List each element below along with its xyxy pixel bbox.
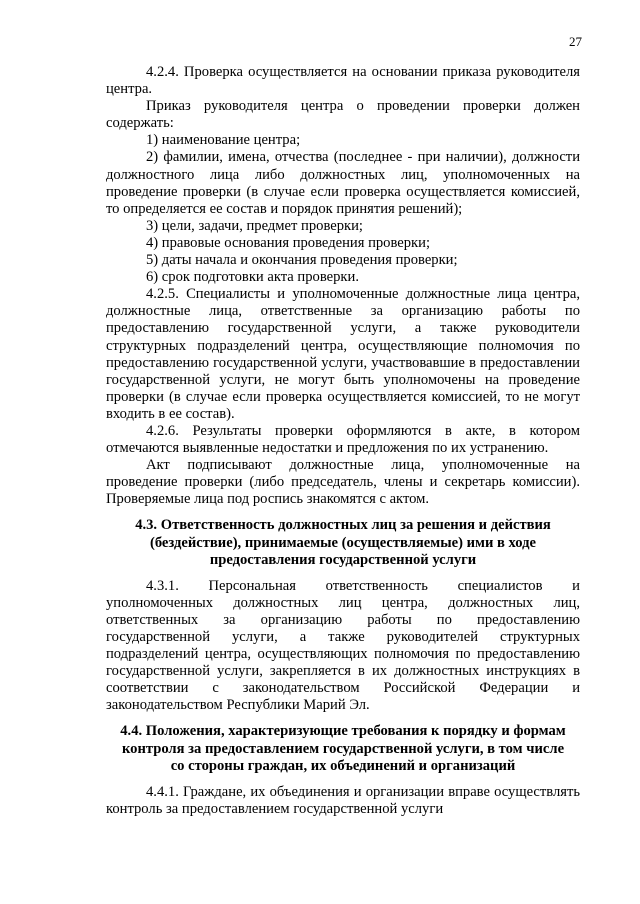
heading-line: контроля за предоставлением государственной услуги, в том числе [121, 740, 565, 757]
section-heading-4-4 [106, 723, 580, 774]
paragraph-4-4-1: 4.4.1. Граждане, их объединения и организации вправе осуществлять контроль за предоставлением государственной услуги [106, 783, 580, 817]
heading-line: предоставления государственной услуги [209, 551, 477, 568]
section-4-3-text [106, 578, 580, 715]
section-4-2-text [106, 64, 580, 508]
paragraph-order-contents: Приказ руководителя центра о проведении проверки должен содержать: [106, 98, 580, 132]
paragraph-4-2-4: 4.2.4. Проверка осуществляется на основании приказа руководителя центра. [106, 64, 580, 98]
heading-line: со стороны граждан, их объединений и организаций [170, 757, 516, 774]
paragraph-4-2-6: 4.2.6. Результаты проверки оформляются в акте, в котором отмечаются выявленные недостатки и предложения по их устранению. [106, 422, 580, 457]
list-item: 3) цели, задачи, предмет проверки; [146, 217, 363, 234]
paragraph-act-signing: Акт подписывают должностные лица, уполномоченные на проведение проверки (либо председатель, члены и секретарь комиссии). Проверяемые лица под роспись знакомятся с актом. [106, 457, 580, 508]
paragraph-4-2-5: 4.2.5. Специалисты и уполномоченные должностные лица центра, должностные лица, ответственные за организацию работы по предоставлению государственной услуги, а также руководители структурных подразделений центра, осуществляющие полномочия по предоставлению государственной услуги, участвовавшие в предоставлении государственной услуги, не могут быть уполномочены на проведение проверки (в случае если проверка осуществляется комиссией, то не могут входить в ее состав). [106, 286, 580, 422]
heading-line: 4.4. Положения, характеризующие требования к порядку и формам [120, 723, 566, 740]
list-item: 4) правовые основания проведения проверки; [146, 234, 431, 251]
section-4-4-text [106, 784, 580, 818]
list-item: 2) фамилии, имена, отчества (последнее - при наличии), должности должностного лица либо должностных лиц, уполномоченных на проведение проверки (в случае если проверка осуществляется комиссией, то определяется ее состав и порядок принятия решений); [106, 149, 580, 217]
page-number: 27 [569, 34, 582, 49]
list-item: 5) даты начала и окончания проведения проверки; [146, 252, 458, 269]
list-item: 6) срок подготовки акта проверки. [146, 269, 359, 286]
heading-line: (бездействие), принимаемые (осуществляемые) ими в ходе [149, 534, 537, 551]
paragraph-4-3-1: 4.3.1. Персональная ответственность специалистов и уполномоченных должностных лиц центра, должностных лиц, ответственных за организацию работы по предоставлению государственной услуги, а также руководителей структурных подразделений центра, осуществляющих полномочия по предоставлению государственной услуги, закрепляется в их должностных инструкциях в соответствии с законодательством Российской Федерации и законодательством Республики Марий Эл. [106, 577, 580, 714]
heading-line: 4.3. Ответственность должностных лиц за решения и действия [135, 517, 551, 534]
section-heading-4-3 [106, 517, 580, 568]
list-item: 1) наименование центра; [146, 132, 301, 149]
